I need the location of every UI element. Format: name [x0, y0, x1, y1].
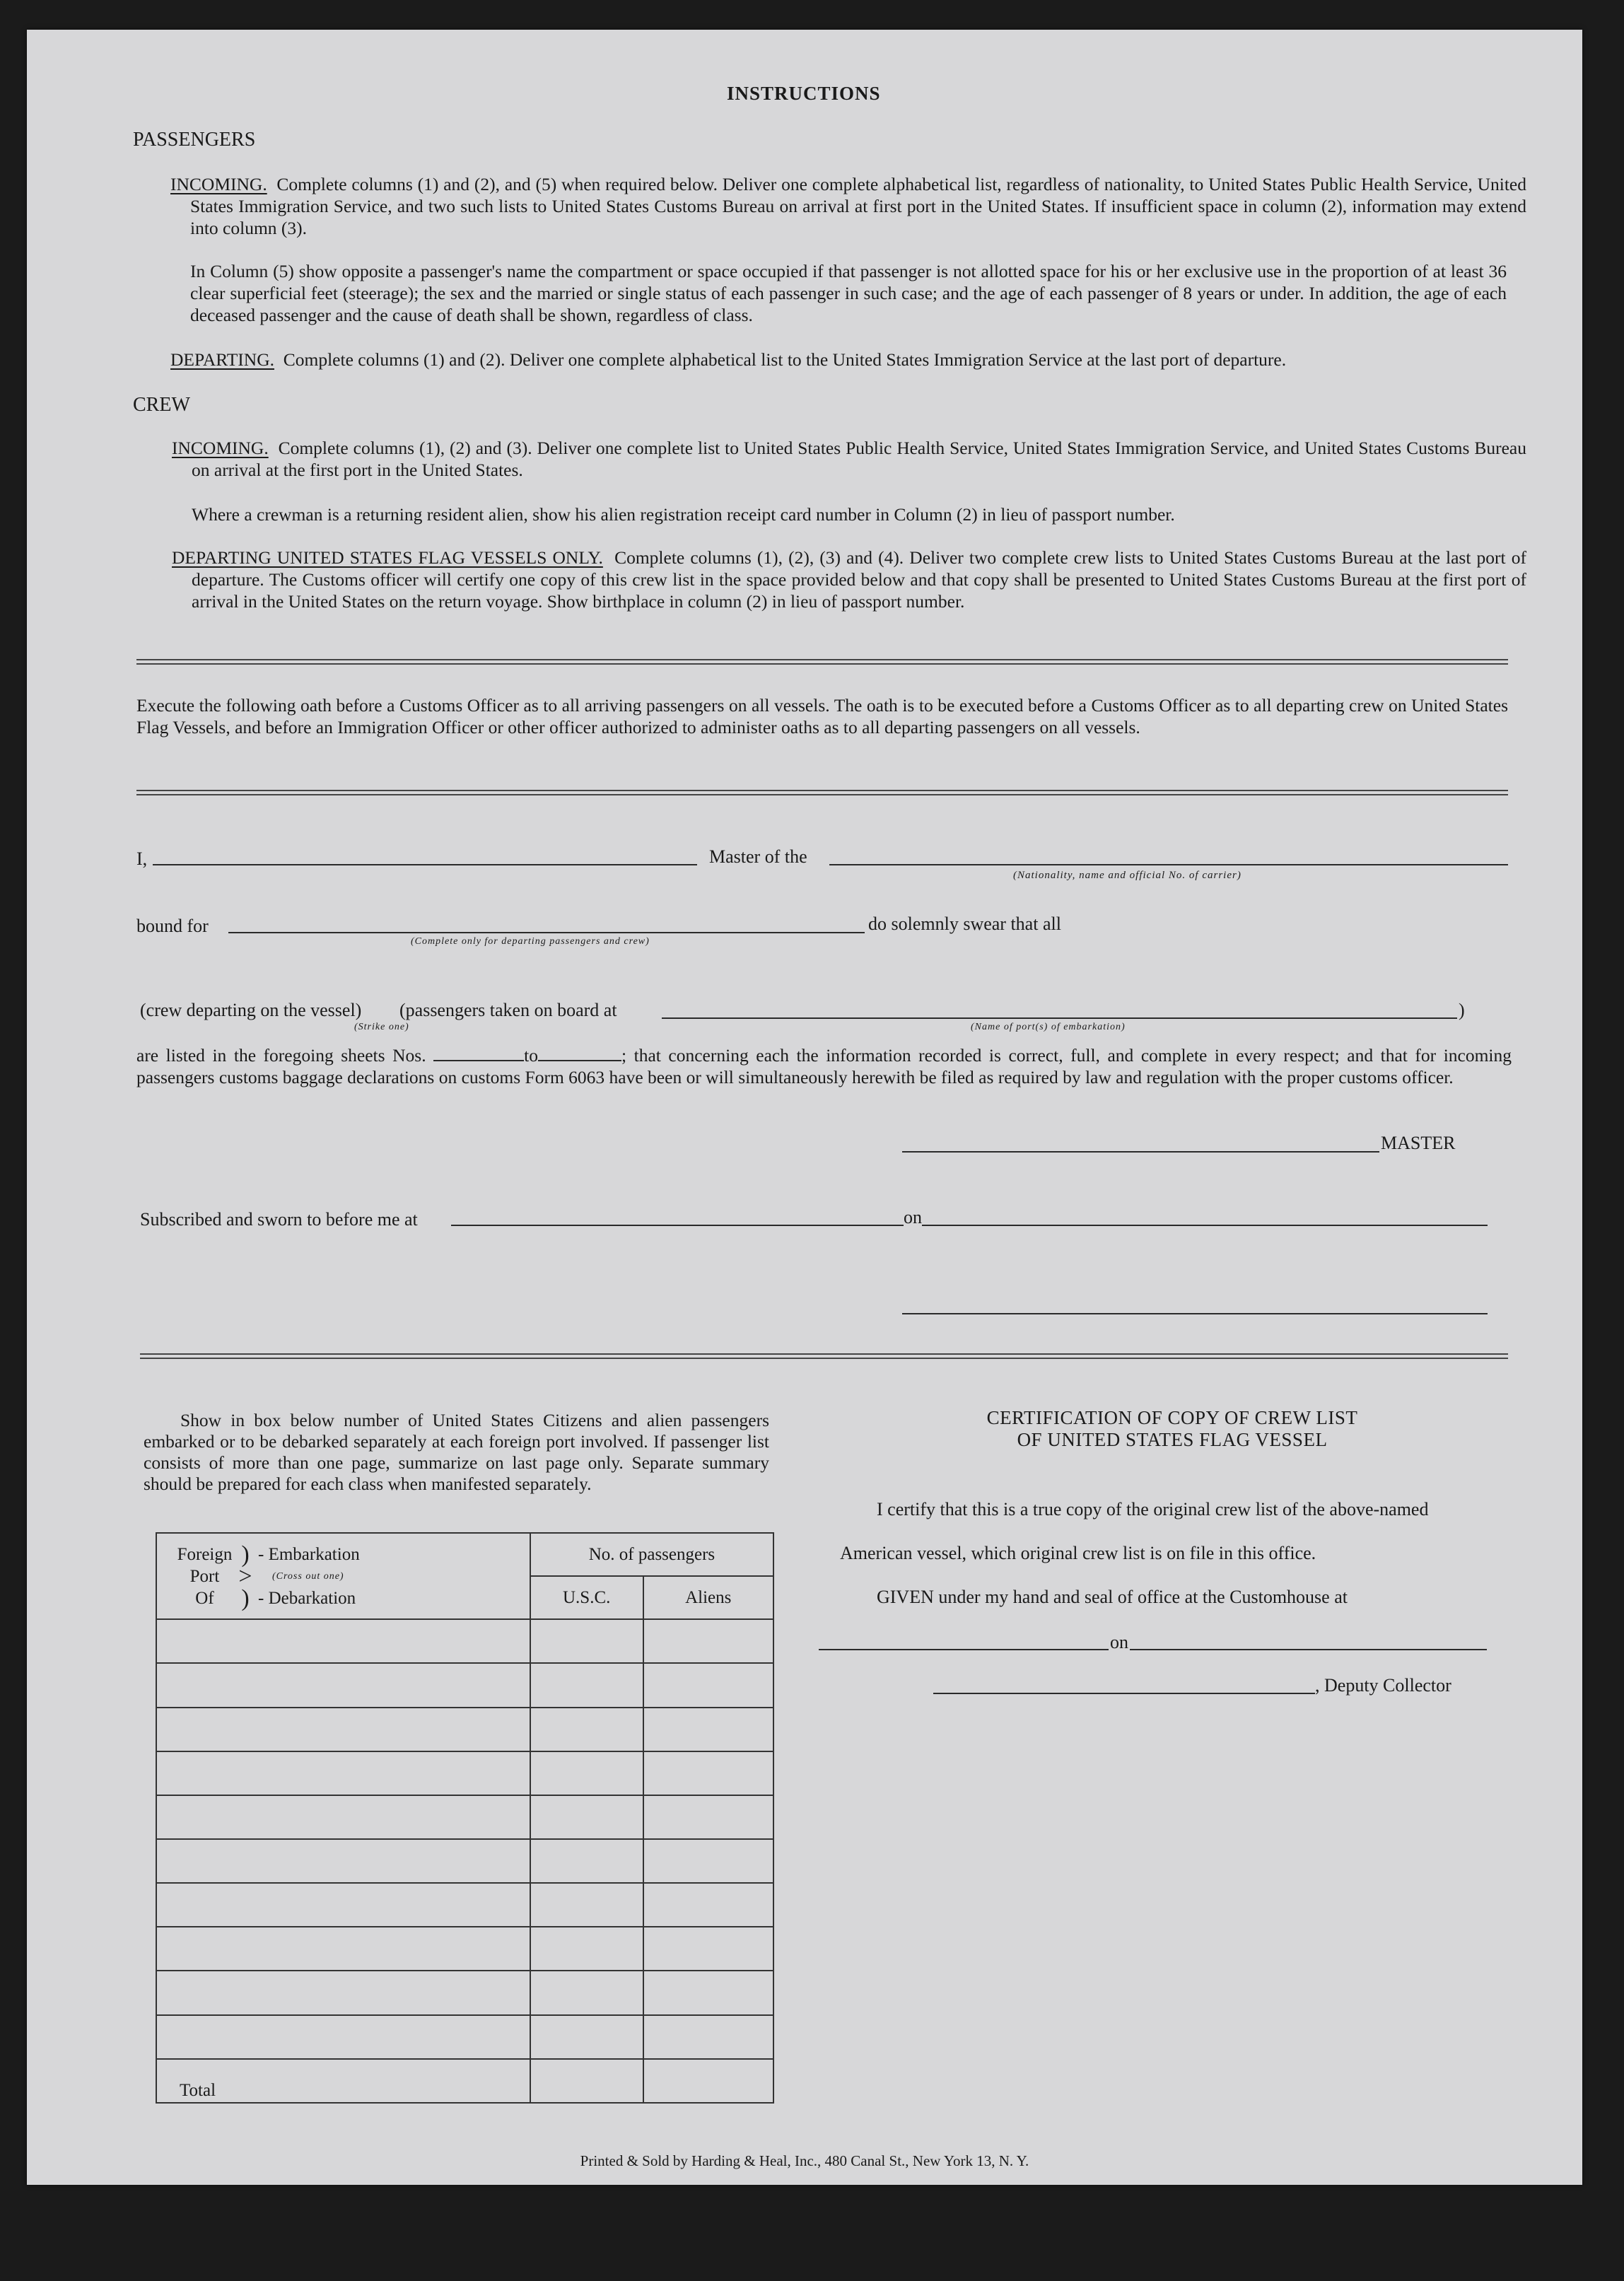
cert-date-field[interactable] [1130, 1649, 1487, 1650]
form-sheet [27, 30, 1582, 2185]
crew-departing-option[interactable]: (crew departing on the vessel) [140, 1000, 362, 1020]
subscribed-label: Subscribed and sworn to before me at [140, 1209, 418, 1230]
certification-title [904, 1407, 1441, 1451]
summary-intro: Show in box below number of United States Citizens and alien passengers embarked or to be debarked separately at each foreign port involved. If passenger list consists of more than one page, summarize on last page only. Separate summary should be prepared for each class when manifested separately. [144, 1410, 769, 1494]
aliens-cell[interactable] [643, 1883, 774, 1927]
aliens-total-cell[interactable] [643, 2059, 774, 2103]
cross-out-caption: (Cross out one) [272, 1570, 344, 1582]
sworn-on-label: on [904, 1207, 922, 1227]
swear-text: do solemnly swear that all [868, 914, 1061, 934]
printer-footer: Printed & Sold by Harding & Heal, Inc., 480 Canal St., New York 13, N. Y. [580, 2152, 1029, 2169]
port-cell[interactable] [156, 1927, 530, 1971]
bound-caption: (Complete only for departing passengers and crew) [411, 936, 650, 947]
debarkation-option[interactable]: - Debarkation [258, 1588, 356, 1608]
usc-cell[interactable] [530, 1708, 643, 1751]
page-title: INSTRUCTIONS [727, 83, 881, 104]
passengers-departing-label: DEPARTING. [170, 349, 274, 370]
no-of-passengers-header: No. of passengers [530, 1533, 773, 1576]
listed-label: are listed in the foregoing sheets Nos. [136, 1045, 426, 1066]
passengers-departing-text: Complete columns (1) and (2). Deliver one complete alphabetical list to the United States Immigration Service at the last port of departure. [283, 349, 1287, 370]
aliens-cell[interactable] [643, 1795, 774, 1839]
port-cell[interactable] [156, 1795, 530, 1839]
close-paren: ) [1459, 1000, 1465, 1020]
officer-signature-field[interactable] [902, 1313, 1488, 1314]
crew-incoming-label: INCOMING. [172, 438, 269, 458]
passenger-summary-table [156, 1532, 774, 2104]
aliens-cell[interactable] [643, 1927, 774, 1971]
aliens-cell[interactable] [643, 2015, 774, 2059]
certification-title-line1: CERTIFICATION OF COPY OF CREW LIST [986, 1407, 1358, 1428]
certify-line1: I certify that this is a true copy of the original crew list of the above-named [877, 1499, 1429, 1519]
aliens-cell[interactable] [643, 1971, 774, 2014]
to-label: to [524, 1045, 538, 1066]
divider-2 [136, 790, 1508, 795]
usc-cell[interactable] [530, 1795, 643, 1839]
passengers-incoming-paragraph [170, 173, 1526, 239]
port-cell[interactable] [156, 1971, 530, 2014]
crew-departing-paragraph [172, 547, 1526, 612]
master-signature-field[interactable] [902, 1151, 1379, 1153]
usc-cell[interactable] [530, 1883, 643, 1927]
crew-departing-text: Complete columns (1), (2), (3) and (4). Deliver two complete crew lists to United States Customs Bureau at the last port of departure. The Customs officer will certify one copy of this crew list in the space provided below and that copy shall be presented to United States Customs Bureau at the first port of arrival in the United States on the return voyage. Show birthplace in column (2) in lieu of passport number. [192, 547, 1526, 612]
usc-cell[interactable] [530, 1927, 643, 1971]
sheet-from-field[interactable] [433, 1047, 524, 1061]
port-cell[interactable] [156, 1619, 530, 1663]
port-cell[interactable] [156, 2015, 530, 2059]
brace-icon: ) > ) [238, 1541, 252, 1611]
port-cell[interactable] [156, 1839, 530, 1883]
oath-i-label: I, [136, 848, 148, 869]
given-text: GIVEN under my hand and seal of office at the Customhouse at [877, 1587, 1348, 1607]
foreign-port-header [156, 1533, 530, 1619]
usc-cell[interactable] [530, 2015, 643, 2059]
divider-1 [136, 659, 1508, 665]
port-cell[interactable] [156, 1883, 530, 1927]
certify-line2: American vessel, which original crew list is on file in this office. [840, 1543, 1316, 1563]
port-cell[interactable] [156, 1708, 530, 1751]
bound-for-field[interactable] [228, 932, 865, 933]
port-caption: (Name of port(s) of embarkation) [971, 1022, 1126, 1032]
bound-for-label: bound for [136, 916, 209, 936]
passengers-taken-option[interactable]: (passengers taken on board at [399, 1000, 617, 1020]
listed-rest: ; that concerning each the information recorded is correct, full, and complete in every respect; and that for incoming passengers customs baggage declarations on customs Form 6063 have been or will simultaneously herewith be filed as required by law and regulation with the proper customs officer. [136, 1045, 1512, 1087]
port-embarkation-field[interactable] [662, 1017, 1457, 1019]
of-label: Of [195, 1588, 214, 1608]
aliens-cell[interactable] [643, 1751, 774, 1795]
port-cell[interactable] [156, 1751, 530, 1795]
aliens-header: Aliens [643, 1576, 774, 1619]
foreign-label: Foreign [177, 1544, 233, 1564]
crew-departing-label: DEPARTING UNITED STATES FLAG VESSELS ONLY. [172, 547, 603, 568]
customhouse-field[interactable] [819, 1649, 1109, 1650]
total-label: Total [156, 2059, 530, 2103]
carrier-caption: (Nationality, name and official No. of carrier) [1013, 870, 1242, 881]
deputy-collector-label: , Deputy Collector [1315, 1675, 1451, 1696]
usc-cell[interactable] [530, 1663, 643, 1707]
oath-intro: Execute the following oath before a Customs Officer as to all arriving passengers on all vessels. The oath is to be executed before a Customs Officer as to all departing crew on United States Flag Vessels, and before an Immigration Officer or other officer authorized to administer oaths as to all departing passengers on all vessels. [136, 695, 1508, 737]
usc-cell[interactable] [530, 1839, 643, 1883]
aliens-cell[interactable] [643, 1619, 774, 1663]
sworn-place-field[interactable] [451, 1225, 904, 1226]
sheets-paragraph [136, 1044, 1512, 1088]
usc-total-cell[interactable] [530, 2059, 643, 2103]
master-of-label: Master of the [709, 846, 807, 867]
passengers-heading: PASSENGERS [133, 129, 256, 151]
usc-cell[interactable] [530, 1751, 643, 1795]
passengers-departing-paragraph [170, 349, 1507, 371]
embarkation-option[interactable]: - Embarkation [258, 1544, 360, 1564]
passengers-incoming-text: Complete columns (1) and (2), and (5) when required below. Deliver one complete alphabetical list, regardless of nationality, to United States Public Health Service, United States Immigration Service, and two such lists to United States Customs Bureau on arrival at first port in the United States. If insufficient space in column (2), information may extend into column (3). [190, 174, 1526, 238]
master-label: MASTER [1381, 1133, 1456, 1153]
passengers-incoming-label: INCOMING. [170, 174, 267, 194]
deputy-collector-signature-field[interactable] [933, 1693, 1315, 1694]
carrier-field[interactable] [829, 864, 1508, 865]
sheet-to-field[interactable] [538, 1047, 621, 1061]
usc-cell[interactable] [530, 1619, 643, 1663]
column5-paragraph: In Column (5) show opposite a passenger's name the compartment or space occupied if that passenger is not allotted space for his or her exclusive use in the proportion of at least 36 clear superficial feet (steerage); the sex and the married or single status of each passenger in such case; and the age of each passenger of 8 years or under. In addition, the age of each deceased passenger and the cause of death shall be shown, regardless of class. [190, 261, 1507, 325]
divider-3 [140, 1353, 1508, 1359]
certification-title-line2: OF UNITED STATES FLAG VESSEL [1017, 1429, 1328, 1450]
usc-cell[interactable] [530, 1971, 643, 2014]
port-label: Port [189, 1566, 220, 1586]
crew-incoming-text: Complete columns (1), (2) and (3). Deliver one complete list to United States Public Health Service, United States Immigration Service, and United States Customs Bureau on arrival at the first port in the United States. [192, 438, 1527, 480]
cert-on-label: on [1110, 1632, 1128, 1652]
alien-paragraph: Where a crewman is a returning resident alien, show his alien registration receipt card number in Column (2) in lieu of passport number. [192, 504, 1175, 525]
aliens-cell[interactable] [643, 1663, 774, 1707]
master-name-field[interactable] [153, 864, 697, 865]
strike-caption: (Strike one) [354, 1022, 409, 1032]
port-cell[interactable] [156, 1663, 530, 1707]
crew-incoming-paragraph [172, 437, 1526, 481]
aliens-cell[interactable] [643, 1708, 774, 1751]
sworn-date-field[interactable] [922, 1225, 1488, 1226]
usc-header: U.S.C. [530, 1576, 643, 1619]
aliens-cell[interactable] [643, 1839, 774, 1883]
crew-heading: CREW [133, 394, 190, 416]
